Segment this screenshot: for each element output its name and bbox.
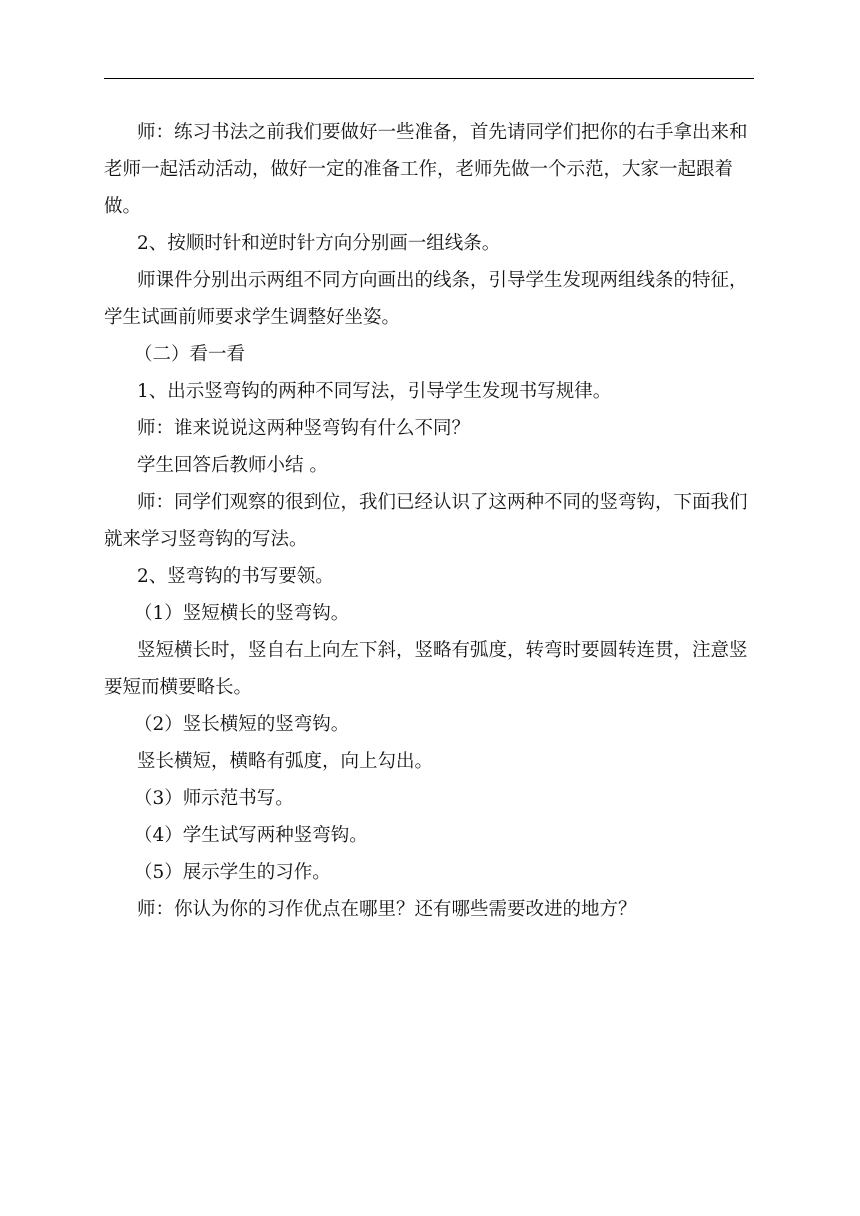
paragraph-item-3: （3）师示范书写。 [134,788,294,809]
paragraph-courseware: 师课件分别出示两组不同方向画出的线条，引导学生发现两组线条的特征，学生试画前师要求学生调整好坐姿。 [104,270,748,328]
paragraph-step-2-lines: 2、按顺时针和逆时针方向分别画一组线条。 [137,233,501,254]
paragraph-student-answer: 学生回答后教师小结 。 [137,455,328,476]
paragraph-teacher-prep: 师：练习书法之前我们要做好一些准备，首先请同学们把你的右手拿出来和老师一起活动活动，做好一定的准备工作，老师先做一个示范，大家一起跟着做。 [104,122,748,217]
paragraph-item-1-detail: 竖短横长时，竖自右上向左下斜，竖略有弧度，转弯时要圆转连贯，注意竖要短而横要略长。 [104,640,748,698]
document-body [104,114,756,928]
paragraph-teacher-question: 师：谁来说说这两种竖弯钩有什么不同？ [137,418,471,439]
paragraph-step-2-essentials: 2、竖弯钩的书写要领。 [137,566,334,587]
paragraph-teacher-observe: 师：同学们观察的很到位，我们已经认识了这两种不同的竖弯钩，下面我们就来学习竖弯钩的写法。 [104,492,748,550]
paragraph-item-5: （5）展示学生的习作。 [134,862,331,883]
paragraph-item-2-detail: 竖长横短，横略有弧度，向上勾出。 [137,751,434,772]
paragraph-item-4: （4）学生试写两种竖弯钩。 [134,825,368,846]
paragraph-step-1-show: 1、出示竖弯钩的两种不同写法，引导学生发现书写规律。 [137,381,612,402]
paragraph-item-2: （2）竖长横短的竖弯钩。 [134,714,350,735]
header-rule [104,78,754,79]
paragraph-item-1: （1）竖短横长的竖弯钩。 [134,603,350,624]
paragraph-teacher-feedback: 师：你认为你的习作优点在哪里？还有哪些需要改进的地方？ [137,899,637,920]
section-heading-look: （二）看一看 [134,344,246,365]
